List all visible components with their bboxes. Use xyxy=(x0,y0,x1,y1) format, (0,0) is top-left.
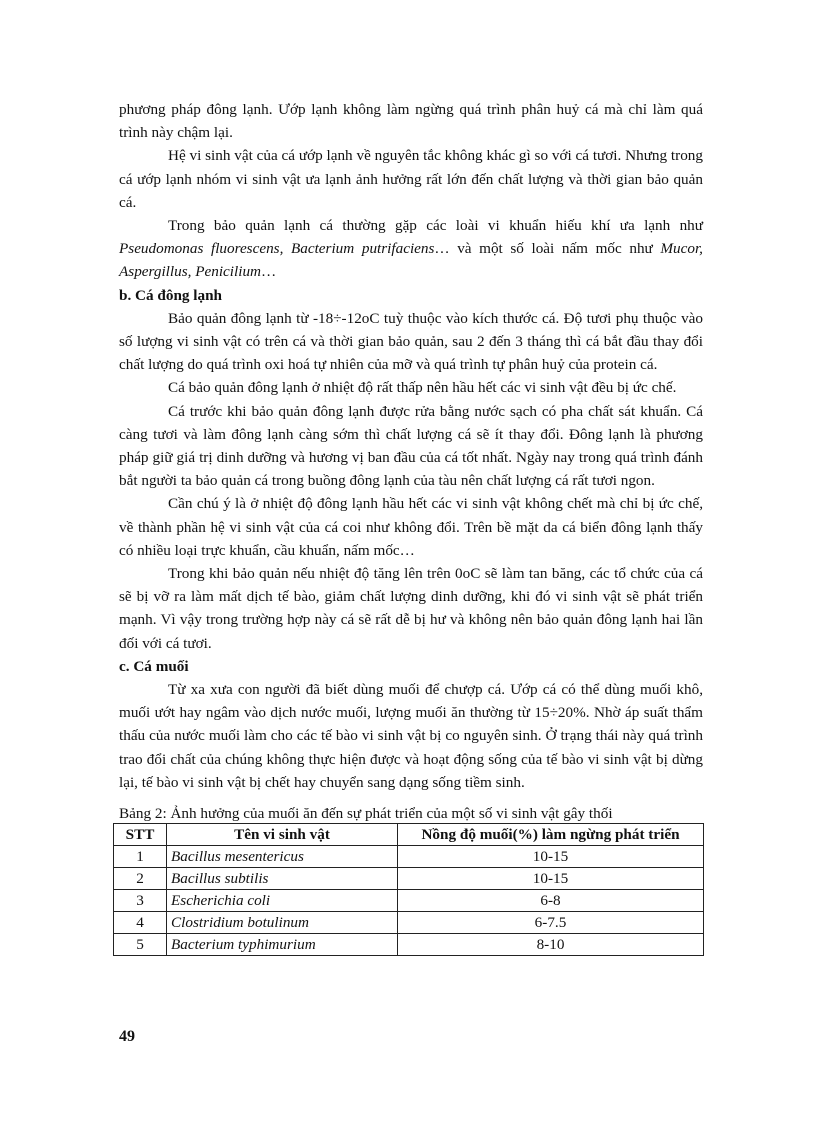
table-caption: Bảng 2: Ảnh hưởng của muối ăn đến sự phát triển của một số vi sinh vật gây thối xyxy=(119,805,613,823)
table-row xyxy=(114,868,704,890)
table-cell: 6-8 xyxy=(398,890,704,912)
table-cell: 2 xyxy=(114,868,167,890)
column-header: Tên vi sinh vật xyxy=(167,824,398,846)
table-cell: 10-15 xyxy=(398,846,704,868)
column-header: STT xyxy=(114,824,167,846)
paragraph: Cá trước khi bảo quản đông lạnh được rửa bằng nước sạch có pha chất sát khuẩn. Cá càng tươi và làm đông lạnh càng sớm thì chất lượng cá sẽ ít thay đổi. Đông lạnh là phương pháp giữ giá trị dinh dưỡng và hương vị ban đầu của cá tốt nhất. Ngày nay trong quá trình đánh bắt người ta bảo quản cá trong buồng đông lạnh của tàu nên chất lượng cá rất tươi ngon. xyxy=(119,402,703,490)
text-span: … và một số loài nấm mốc như xyxy=(434,240,661,258)
paragraph: Cần chú ý là ở nhiệt độ đông lạnh hầu hết các vi sinh vật không chết mà chỉ bị ức chế, về thành phần hệ vi sinh vật của cá coi như không đổi. Trên bề mặt da cá biển đông lạnh thấy có nhiều loại trực khuẩn, cầu khuẩn, nấm mốc… xyxy=(119,495,703,559)
page-content xyxy=(119,98,703,956)
table-row xyxy=(114,846,704,868)
section-heading: b. Cá đông lạnh xyxy=(119,286,222,304)
table-cell: 6-7.5 xyxy=(398,912,704,934)
column-header: Nồng độ muối(%) làm ngừng phát triển xyxy=(398,824,704,846)
table-cell: Bacillus subtilis xyxy=(167,868,398,890)
fungi-names: Mucor, Aspergillus, Penicilium xyxy=(119,240,703,281)
text-span: … xyxy=(261,263,277,281)
paragraph: Trong khi bảo quản nếu nhiệt độ tăng lên trên 0oC sẽ làm tan băng, các tổ chức của cá sẽ bị vỡ ra làm mất dịch tế bào, giảm chất lượng dinh dưỡng, khi đó vi sinh vật sẽ phát triển mạnh. Vì vậy trong trường hợp này cá sẽ rất dễ bị hư và không nên bảo quản đông lạnh hai lần đối với cá tươi. xyxy=(119,565,703,652)
section-heading: c. Cá muối xyxy=(119,657,189,675)
table-row xyxy=(114,912,704,934)
data-table xyxy=(113,823,704,956)
table-cell: 8-10 xyxy=(398,934,704,956)
table-cell: 5 xyxy=(114,934,167,956)
table-row xyxy=(114,890,704,912)
table-cell: 10-15 xyxy=(398,868,704,890)
table-cell: Clostridium botulinum xyxy=(167,912,398,934)
text-span: Trong bảo quản lạnh cá thường gặp các loài vi khuẩn hiếu khí ưa lạnh như xyxy=(168,217,703,235)
paragraph: phương pháp đông lạnh. Ướp lạnh không làm ngừng quá trình phân huỷ cá mà chỉ làm quá trình này chậm lại. xyxy=(119,101,703,142)
table-cell: 1 xyxy=(114,846,167,868)
table-cell: Bacillus mesentericus xyxy=(167,846,398,868)
paragraph: Hệ vi sinh vật của cá ướp lạnh về nguyên tắc không khác gì so với cá tươi. Nhưng trong cá ướp lạnh nhóm vi sinh vật ưa lạnh ảnh hưởng rất lớn đến chất lượng và thời gian bảo quản cá. xyxy=(119,147,703,211)
table-row xyxy=(114,934,704,956)
paragraph: Bảo quản đông lạnh từ -18÷-12oC tuỳ thuộc vào kích thước cá. Độ tươi phụ thuộc vào số lượng vi sinh vật có trên cá và thời gian bảo quản, sau 2 đến 3 tháng thì cá bắt đầu thay đổi chất lượng do quá trình oxi hoá tự nhiên của mỡ và quá trình tự phân huỷ của protein cá. xyxy=(119,309,703,374)
paragraph: Từ xa xưa con người đã biết dùng muối để chượp cá. Ướp cá có thể dùng muối khô, muối ướt hay ngâm vào dịch nước muối, lượng muối ăn thường từ 15÷20%. Nhờ áp suất thẩm thấu của nước muối làm cho các tế bào vi sinh vật bị co nguyên sinh. Ở trạng thái này quá trình trao đổi chất của chúng không thực hiện được và hoạt động sống của tế bào vi sinh vật bị dừng lại, tế bào vi sinh vật bị chết hay chuyển sang dạng sống tiềm sinh. xyxy=(119,681,703,791)
species-names: Pseudomonas fluorescens, Bacterium putrifaciens xyxy=(119,240,435,258)
table-header-row xyxy=(114,824,704,846)
paragraph: Cá bảo quản đông lạnh ở nhiệt độ rất thấp nên hầu hết các vi sinh vật đều bị ức chế. xyxy=(168,379,677,397)
paragraph xyxy=(119,214,703,284)
table-cell: 4 xyxy=(114,912,167,934)
table-cell: Bacterium typhimurium xyxy=(167,934,398,956)
page-number: 49 xyxy=(119,1028,135,1045)
table-cell: Escherichia coli xyxy=(167,890,398,912)
table-cell: 3 xyxy=(114,890,167,912)
